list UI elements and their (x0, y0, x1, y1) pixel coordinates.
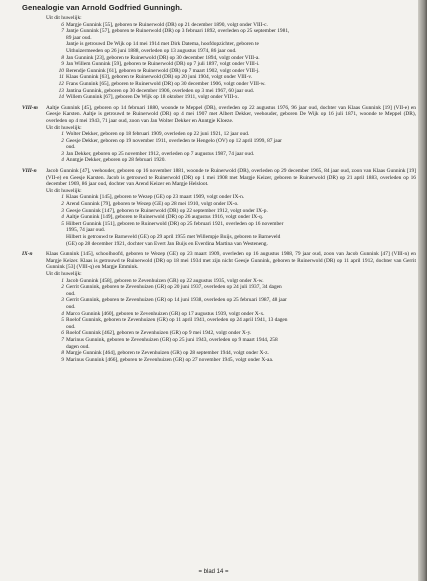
child-entry (56, 284, 416, 297)
child-entry (56, 138, 416, 151)
child-text-line: oud. (66, 323, 76, 330)
child-text-line: 1995, 74 jaar oud. (66, 227, 106, 234)
child-number: 9 (61, 356, 64, 363)
person-paragraph: Jacob Gunnink [47], veehouder, geboren op 16 november 1881, woonde te Ruinerwold (DR), overleden op 29 december 1965, 84 jaar oud, zoon van Klaas Gunnink [19] (VII-e) en Geesje Karsten. Jacob is getrouwd te Ruinerwold (DR) op 1 mei 1908 met Margje Keizer, geboren te Ruinerwold (DR) op 21 april 1883, overleden op 16 december 1969, 86 jaar oud, dochter van Arend Keizer en Margje Helsloot. (46, 168, 416, 188)
child-text-line: oud. (66, 290, 76, 297)
generation-number: VIII-n (22, 168, 37, 175)
page-footer: = blad 14 = (198, 569, 229, 575)
child-entry (56, 131, 416, 138)
child-number: 7 (61, 336, 64, 343)
child-number: 3 (61, 207, 64, 214)
child-entry (56, 330, 416, 337)
child-entry (56, 221, 416, 247)
child-number: 13 (58, 87, 64, 94)
child-text-line: Hilbert Gunnink [151], geboren te Ruinerwold (DR) op 25 februari 1921, overleden op 16 november (66, 220, 284, 227)
child-number: 10 (58, 67, 64, 74)
child-text-line: Klaas Gunnink [63], geboren te Ruinerwold (DR) op 20 juni 1904, volgt onder VIII-v. (66, 74, 253, 81)
intro-marriage-heading: Uit dit huwelijk: (46, 15, 82, 21)
child-text-line: Margje Gunnink [55], geboren te Ruinerwold (DR) op 21 december 1890, volgt onder VIII-c. (66, 21, 268, 28)
child-text-line: Marco Gunnink [460], geboren te Zevenhuizen (GR) op 17 augustus 1939, volgt onder X-x. (66, 310, 265, 317)
person-paragraph: Klaas Gunnink [145], schoolhoofd, geboren te Wezep (GE) op 23 maart 1909, overleden op 16 augustus 1988, 79 jaar oud, zoon van Jacob Gunnink [47] (VIII-n) en Margje Keizer. Klaas is getrouwd te Ruinerwold (DR) op 18 mei 1934 met zijn nicht Geesje Gunnink, geboren te Ruinerwold (DR) op 11 april 1912, dochter van Gerrit Gunnink [53] (VIII-q) en Margje Emmink. (46, 251, 416, 271)
child-number: 1 (61, 277, 64, 284)
children-list (56, 194, 416, 247)
child-number: 11 (59, 74, 64, 81)
intro-children-list (56, 22, 416, 101)
child-text-line: Hilbert is getrouwd te Barneveld (GE) op 29 april 1955 met Willempje Buijs, geboren te Barneveld (66, 234, 281, 240)
child-text-line: oud. (66, 144, 76, 151)
child-entry (56, 357, 416, 364)
child-entry (56, 94, 416, 101)
child-number: 3 (61, 297, 64, 304)
child-number: 8 (61, 350, 64, 357)
child-text-line: Anntgje Dekker, geboren op 28 februari 1920. (66, 157, 166, 164)
page-title: Genealogie van Arnold Godfried Gunningh. (22, 3, 183, 12)
child-number: 8 (61, 54, 64, 61)
child-number: 7 (61, 28, 64, 35)
child-number: 2 (61, 137, 64, 144)
child-entry (56, 350, 416, 357)
children-list (56, 278, 416, 364)
child-text-line: Arend Gunnink [79], geboren te Wezep (GE) op 28 mei 1910, volgt onder IX-o. (66, 201, 239, 208)
child-entry (56, 201, 416, 208)
child-number: 4 (61, 214, 64, 221)
child-text-line: Berendje Gunnink [61], geboren te Ruinerwold (DR) op 7 maart 1902, volgt onder VIII-j. (66, 67, 260, 74)
child-text-line: Roelof Gunnink, geboren te Zevenhuizen (GR) op 11 april 1941, overleden op 24 april 1941, 13 dagen (66, 317, 288, 324)
book-spine-shadow (418, 0, 427, 581)
marriage-heading: Uit dit huwelijk: (46, 187, 82, 194)
child-entry (56, 88, 416, 95)
child-text-line: Jacob Gunnink [458], geboren te Zevenhuizen (GR) op 22 augustus 1935, volgt onder X-w. (66, 277, 264, 284)
child-entry (56, 297, 416, 310)
child-text-line: Klaas Gunnink [145], geboren te Wezep (GE) op 23 maart 1909, volgt onder IX-n. (66, 194, 245, 201)
child-entry (56, 157, 416, 164)
child-text-line: Jantje is getrouwd De Wijk op 14 mei 1914 met Dirk Datema, hoofdopzichter, geboren te (66, 41, 259, 48)
child-number: 14 (58, 94, 64, 101)
generation-section (22, 168, 416, 247)
generation-number: IX-n (22, 251, 33, 258)
child-entry (56, 28, 416, 54)
child-text-line: Marinus Gunnink, geboren te Zevenhuizen (GR) op 25 juni 1943, overleden op 9 maart 1944, 258 (66, 336, 278, 343)
child-entry (56, 337, 416, 350)
child-text-line: Aaltje Gunnink [149], geboren te Ruinerwold (DR) op 26 augustus 1916, volgt onder IX-q. (66, 214, 264, 221)
child-number: 5 (61, 220, 64, 227)
child-number: 1 (61, 194, 64, 201)
generation-section (22, 105, 416, 164)
generation-section (22, 251, 416, 363)
child-text-line: Jan Gunnink [23], geboren te Ruinerwold (DR) op 30 december 1894, volgt onder VIII-a. (66, 54, 260, 61)
child-text-line: Jantina Gunnink, geboren op 30 december 1906, overleden op 3 mei 1967, 60 jaar oud. (66, 87, 255, 94)
child-text-line: Jantje Gunnink [57], geboren te Ruinerwold (DR) op 3 februari 1892, overleden op 25 september 1981, (66, 28, 290, 35)
child-text-line: 89 jaar oud. (66, 34, 92, 41)
child-number: 12 (58, 80, 64, 87)
sections (22, 105, 416, 364)
child-text-line: Willem Gunnink [67], geboren De Wijk op 18 oktober 1911, volgt onder VIII-x. (66, 94, 239, 101)
child-text-line: Frans Gunnink [65], geboren te Ruinerwold (DR) op 30 december 1906, volgt onder VIII-w. (66, 80, 266, 87)
child-text-line: oud. (66, 303, 76, 310)
child-entry (56, 61, 416, 68)
marriage-heading: Uit dit huwelijk: (46, 270, 82, 277)
child-entry (56, 74, 416, 81)
child-entry (56, 81, 416, 88)
child-number: 4 (61, 310, 64, 317)
child-text-line: Jan Willem Gunnink [59], geboren te Ruinerwold (DR) op 7 juli 1897, volgt onder VIII-i. (66, 61, 260, 68)
child-text-line: Uithuizermeeden op 26 juni 1888, overleden op 13 augustus 1974, 86 jaar oud. (66, 47, 237, 54)
child-number: 3 (61, 150, 64, 157)
child-text-line: Geesje Gunnink [147], geboren te Ruinerwold (DR) op 22 september 1912, volgt onder IX-p. (66, 207, 268, 214)
child-text-line: Marinus Gunnink [466], geboren te Zevenhuizen (GR) op 27 november 1945, volgt onder X-aa. (66, 356, 274, 363)
child-entry (56, 317, 416, 330)
child-text-line: dagen oud. (66, 343, 90, 350)
child-text-line: Geesje Dekker, geboren op 19 november 1911, overleden te Hengelo (OV) op 12 april 1999, 87 jaar (66, 137, 282, 144)
child-number: 4 (61, 157, 64, 164)
child-text-line: Gerrit Gunnink, geboren te Zevenhuizen (GR) op 14 juni 1938, overleden op 25 februari 1987, 48 jaar (66, 297, 287, 304)
child-text-line: (GE) op 28 december 1921, dochter van Evert Jan Buijs en Everdina Martina van Westeneng. (66, 240, 268, 247)
generation-number: VIII-m (22, 104, 38, 111)
child-text-line: Wolter Dekker, geboren op 18 februari 1909, overleden op 22 juni 1921, 12 jaar oud. (66, 131, 250, 138)
child-number: 6 (61, 330, 64, 337)
child-number: 1 (61, 131, 64, 138)
child-entry (56, 214, 416, 221)
marriage-heading: Uit dit huwelijk: (46, 124, 82, 131)
child-number: 6 (61, 21, 64, 28)
child-number: 2 (61, 201, 64, 208)
person-paragraph: Aaltje Gunnink [45], geboren op 14 februari 1880, woonde te Meppel (DR), overleden op 22 augustus 1976, 96 jaar oud, dochter van Klaas Gunnink [19] (VII-e) en Geesje Karsten. Aaltje is getrouwd te Ruinerwold (DR) op 4 mei 1907 met Albert Dekker, veehouder, geboren De Wijk op 16 juli 1871, woonde te Meppel (DR), overleden op 4 mei 1943, 71 jaar oud, zoon van Jan Wolter Dekker en Anntgje Kloeze. (46, 104, 416, 124)
child-text-line: Jan Dekker, geboren op 25 november 1912, overleden op 7 augustus 1987, 74 jaar oud. (66, 150, 255, 157)
child-text-line: Roelof Gunnink [462], geboren te Zevenhuizen (GR) op 9 mei 1942, volgt onder X-y. (66, 330, 252, 337)
child-text-line: Margje Gunnink [464], geboren te Zevenhuizen (GR) op 28 september 1944, volgt onder X-z. (66, 350, 269, 357)
child-number: 2 (61, 284, 64, 291)
child-text-line: Gerrit Gunnink, geboren te Zevenhuizen (GR) op 20 juni 1937, overleden op 24 juli 1937, 34 dagen (66, 284, 282, 291)
children-list (56, 131, 416, 164)
child-number: 5 (61, 317, 64, 324)
child-number: 9 (61, 61, 64, 68)
page-content (22, 3, 416, 363)
